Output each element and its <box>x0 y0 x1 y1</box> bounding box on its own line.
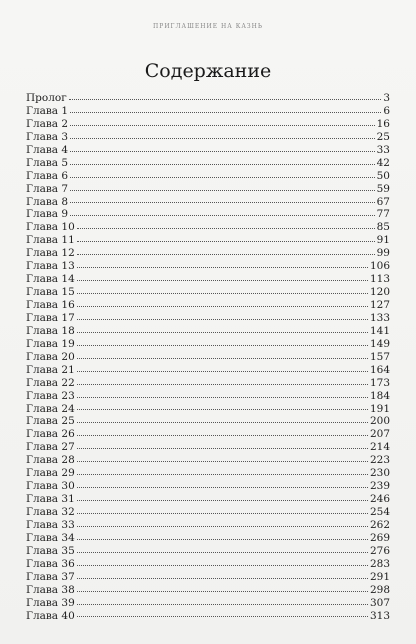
toc-entry <box>26 390 390 403</box>
dot-leader <box>77 345 368 346</box>
toc-entry-label: Глава 24 <box>26 402 75 415</box>
toc-entry <box>26 273 390 286</box>
toc-entry-label: Глава 5 <box>26 156 69 169</box>
toc-entry-label: Глава 39 <box>26 596 75 609</box>
toc-entry-page-number: 276 <box>369 544 390 557</box>
toc-entry-page-number: 141 <box>369 324 390 337</box>
dot-leader <box>77 461 368 462</box>
toc-entry <box>26 234 390 247</box>
toc-entry-label: Глава 2 <box>26 117 69 130</box>
dot-leader <box>77 228 375 229</box>
toc-entry-label: Глава 12 <box>26 247 75 260</box>
toc-entry-label: Глава 25 <box>26 415 75 428</box>
dot-leader <box>77 448 368 449</box>
dot-leader <box>77 578 368 579</box>
toc-entry-label: Глава 10 <box>26 221 75 234</box>
toc-entry-page-number: 127 <box>369 299 390 311</box>
toc-entry-page-number: 239 <box>369 480 390 493</box>
dot-leader <box>77 604 368 605</box>
toc-entry <box>26 415 390 428</box>
toc-entry-page-number: 42 <box>376 156 390 169</box>
toc-entry <box>26 260 390 273</box>
dot-leader <box>77 552 368 553</box>
toc-entry-label: Глава 26 <box>26 428 75 441</box>
toc-entry <box>26 610 390 623</box>
toc-entry-page-number: 307 <box>369 596 390 609</box>
dot-leader <box>77 241 375 242</box>
toc-entry <box>26 571 390 584</box>
toc-entry <box>26 428 390 441</box>
dot-leader <box>77 487 368 488</box>
dot-leader <box>77 409 368 410</box>
toc-entry-page-number: 200 <box>369 415 390 428</box>
dot-leader <box>70 202 375 203</box>
toc-entry-page-number: 214 <box>369 441 390 454</box>
table-of-contents <box>26 92 390 622</box>
toc-entry-label: Глава 9 <box>26 208 69 221</box>
toc-entry <box>26 247 390 260</box>
dot-leader <box>77 616 368 617</box>
dot-leader <box>70 215 375 216</box>
toc-entry-page-number: 59 <box>376 182 390 195</box>
toc-entry <box>26 454 390 467</box>
toc-entry-page-number: 157 <box>369 350 390 363</box>
toc-entry-label: Глава 20 <box>26 350 75 363</box>
toc-entry-label: Глава 6 <box>26 169 69 182</box>
dot-leader <box>77 591 368 592</box>
toc-entry <box>26 597 390 610</box>
toc-entry <box>26 170 390 183</box>
toc-entry <box>26 545 390 558</box>
toc-entry-label: Глава 1 <box>26 104 69 117</box>
toc-entry <box>26 183 390 196</box>
toc-entry-page-number: 50 <box>376 169 390 182</box>
toc-entry <box>26 196 390 209</box>
dot-leader <box>77 371 368 372</box>
toc-entry-page-number: 164 <box>369 363 390 376</box>
toc-entry-label: Глава 34 <box>26 531 75 544</box>
toc-entry <box>26 92 390 105</box>
toc-entry <box>26 403 390 416</box>
toc-entry-page-number: 25 <box>376 130 390 143</box>
toc-entry-label: Глава 17 <box>26 311 75 324</box>
toc-entry-page-number: 269 <box>369 531 390 544</box>
dot-leader <box>77 332 368 333</box>
toc-entry-label: Глава 15 <box>26 286 75 299</box>
toc-entry <box>26 131 390 144</box>
toc-entry-label: Глава 36 <box>26 557 75 570</box>
toc-entry-label: Глава 22 <box>26 376 75 389</box>
dot-leader <box>77 539 368 540</box>
dot-leader <box>70 190 375 191</box>
toc-entry-label: Глава 13 <box>26 260 75 273</box>
toc-entry-label: Глава 35 <box>26 544 75 557</box>
toc-entry <box>26 506 390 519</box>
toc-entry <box>26 299 390 312</box>
toc-entry-page-number: 77 <box>376 208 390 221</box>
dot-leader <box>77 254 375 255</box>
toc-entry <box>26 286 390 299</box>
dot-leader <box>77 565 368 566</box>
toc-entry-page-number: 113 <box>369 273 390 286</box>
dot-leader <box>77 474 368 475</box>
toc-entry-label: Глава 31 <box>26 493 75 506</box>
toc-entry <box>26 157 390 170</box>
dot-leader <box>70 164 375 165</box>
dot-leader <box>77 435 368 436</box>
toc-entry-page-number: 173 <box>369 376 390 389</box>
toc-entry-page-number: 191 <box>369 402 390 415</box>
toc-entry-page-number: 33 <box>376 143 390 156</box>
toc-entry-page-number: 85 <box>376 221 390 234</box>
toc-entry-label: Глава 4 <box>26 143 69 156</box>
toc-entry <box>26 208 390 221</box>
dot-leader <box>77 280 368 281</box>
toc-entry-page-number: 120 <box>369 286 390 299</box>
toc-entry-page-number: 283 <box>369 557 390 570</box>
toc-entry <box>26 221 390 234</box>
toc-entry-label: Глава 14 <box>26 273 75 286</box>
dot-leader <box>77 500 368 501</box>
toc-entry-page-number: 99 <box>376 247 390 260</box>
toc-entry <box>26 480 390 493</box>
toc-entry-page-number: 223 <box>369 454 390 467</box>
toc-entry <box>26 467 390 480</box>
toc-entry <box>26 351 390 364</box>
toc-entry <box>26 532 390 545</box>
page-title: Содержание <box>144 60 272 82</box>
toc-entry-page-number: 67 <box>376 195 390 208</box>
toc-entry <box>26 325 390 338</box>
dot-leader <box>70 138 375 139</box>
toc-entry <box>26 105 390 118</box>
toc-entry-page-number: 291 <box>369 570 390 583</box>
dot-leader <box>69 99 382 100</box>
dot-leader <box>77 358 368 359</box>
toc-entry-label: Глава 8 <box>26 195 69 208</box>
toc-entry-page-number: 254 <box>369 506 390 518</box>
running-head: ПРИГЛАШЕНИЕ НА КАЗНЬ <box>153 23 263 30</box>
toc-entry-label: Пролог <box>26 92 67 104</box>
toc-entry-page-number: 133 <box>369 311 390 324</box>
dot-leader <box>70 125 375 126</box>
dot-leader <box>77 397 368 398</box>
toc-entry <box>26 377 390 390</box>
toc-entry-page-number: 230 <box>369 467 390 480</box>
toc-entry-page-number: 149 <box>369 337 390 350</box>
toc-entry <box>26 144 390 157</box>
dot-leader <box>70 112 381 113</box>
dot-leader <box>77 306 368 307</box>
toc-entry-page-number: 298 <box>369 583 390 596</box>
dot-leader <box>77 513 368 514</box>
dot-leader <box>77 319 368 320</box>
toc-entry-page-number: 91 <box>376 234 390 247</box>
toc-entry-label: Глава 32 <box>26 506 75 518</box>
dot-leader <box>77 384 368 385</box>
toc-entry <box>26 584 390 597</box>
toc-entry <box>26 364 390 377</box>
toc-entry <box>26 118 390 131</box>
toc-entry <box>26 338 390 351</box>
toc-entry <box>26 519 390 532</box>
toc-entry-label: Глава 27 <box>26 441 75 454</box>
toc-entry-page-number: 6 <box>383 104 390 117</box>
dot-leader <box>77 526 368 527</box>
toc-entry-label: Глава 18 <box>26 324 75 337</box>
dot-leader <box>70 151 375 152</box>
toc-entry-label: Глава 38 <box>26 583 75 596</box>
toc-entry-page-number: 106 <box>369 260 390 273</box>
toc-entry-label: Глава 28 <box>26 454 75 467</box>
toc-entry-label: Глава 7 <box>26 182 69 195</box>
dot-leader <box>77 422 368 423</box>
toc-entry-label: Глава 30 <box>26 480 75 493</box>
toc-entry-label: Глава 16 <box>26 299 75 311</box>
toc-entry <box>26 312 390 325</box>
toc-entry-label: Глава 21 <box>26 363 75 376</box>
toc-entry-page-number: 313 <box>369 609 390 622</box>
toc-entry-label: Глава 23 <box>26 389 75 402</box>
toc-entry-page-number: 3 <box>383 92 390 104</box>
toc-entry-label: Глава 29 <box>26 467 75 480</box>
toc-entry-page-number: 246 <box>369 493 390 506</box>
toc-entry <box>26 558 390 571</box>
toc-entry-label: Глава 37 <box>26 570 75 583</box>
toc-entry-label: Глава 3 <box>26 130 69 143</box>
toc-entry-label: Глава 33 <box>26 518 75 531</box>
toc-entry-label: Глава 19 <box>26 337 75 350</box>
toc-entry-page-number: 184 <box>369 389 390 402</box>
toc-entry-label: Глава 11 <box>26 234 75 247</box>
toc-entry-label: Глава 40 <box>26 609 75 622</box>
dot-leader <box>70 177 375 178</box>
toc-entry-page-number: 207 <box>369 428 390 441</box>
toc-entry-page-number: 16 <box>376 117 390 130</box>
dot-leader <box>77 267 368 268</box>
toc-entry <box>26 441 390 454</box>
toc-entry <box>26 493 390 506</box>
dot-leader <box>77 293 368 294</box>
toc-entry-page-number: 262 <box>369 518 390 531</box>
